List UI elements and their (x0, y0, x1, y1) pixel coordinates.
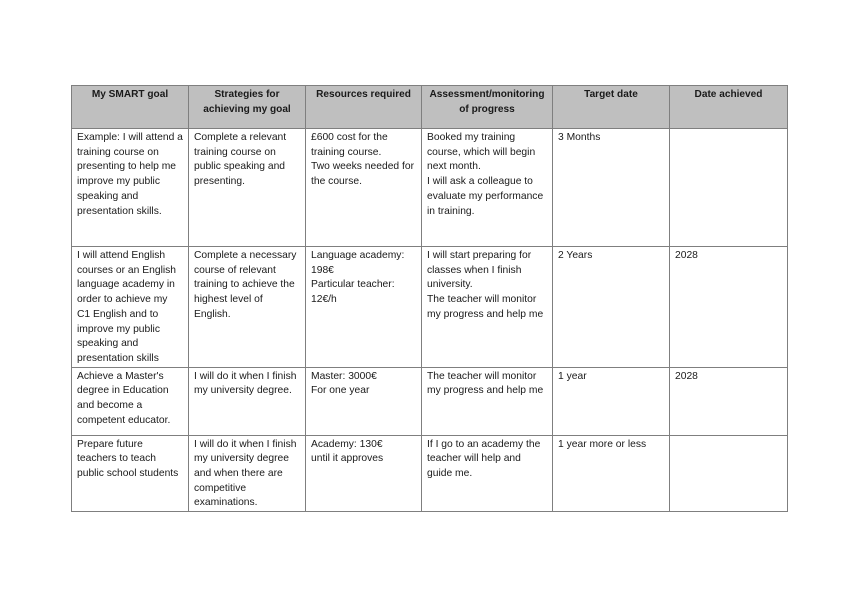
cell-date-achieved: 2028 (670, 247, 788, 368)
cell-strategies: Complete a relevant training course on public speaking and presenting. (189, 129, 306, 247)
cell-strategies: I will do it when I finish my university degree. (189, 367, 306, 435)
header-date-achieved: Date achieved (670, 86, 788, 129)
header-smart-goal: My SMART goal (72, 86, 189, 129)
cell-date-achieved (670, 129, 788, 247)
table-row (72, 435, 788, 512)
header-target-date: Target date (553, 86, 670, 129)
smart-goals-table (71, 85, 788, 512)
header-assessment: Assessment/monitoring of progress (422, 86, 553, 129)
cell-resources: £600 cost for the training course. Two weeks needed for the course. (306, 129, 422, 247)
cell-target-date: 1 year more or less (553, 435, 670, 512)
cell-smart-goal: Achieve a Master's degree in Education and become a competent educator. (72, 367, 189, 435)
cell-resources: Master: 3000€ For one year (306, 367, 422, 435)
cell-smart-goal: Example: I will attend a training course on presenting to help me improve my public speaking and presentation skills. (72, 129, 189, 247)
cell-smart-goal: I will attend English courses or an English language academy in order to achieve my C1 English and to improve my public speaking and presentation skills (72, 247, 189, 368)
cell-target-date: 2 Years (553, 247, 670, 368)
table-row (72, 247, 788, 368)
cell-assessment: The teacher will monitor my progress and help me (422, 367, 553, 435)
cell-assessment: Booked my training course, which will begin next month. I will ask a colleague to evaluate my performance in training. (422, 129, 553, 247)
table-row (72, 367, 788, 435)
cell-smart-goal: Prepare future teachers to teach public school students (72, 435, 189, 512)
table-row (72, 129, 788, 247)
header-resources: Resources required (306, 86, 422, 129)
cell-strategies: I will do it when I finish my university degree and when there are competitive examinations. (189, 435, 306, 512)
table-header-row (72, 86, 788, 129)
cell-assessment: If I go to an academy the teacher will help and guide me. (422, 435, 553, 512)
cell-target-date: 1 year (553, 367, 670, 435)
cell-resources: Academy: 130€ until it approves (306, 435, 422, 512)
cell-resources: Language academy: 198€ Particular teacher: 12€/h (306, 247, 422, 368)
cell-assessment: I will start preparing for classes when I finish university. The teacher will monitor my progress and help me (422, 247, 553, 368)
cell-strategies: Complete a necessary course of relevant training to achieve the highest level of English. (189, 247, 306, 368)
cell-date-achieved: 2028 (670, 367, 788, 435)
header-strategies: Strategies for achieving my goal (189, 86, 306, 129)
cell-target-date: 3 Months (553, 129, 670, 247)
cell-date-achieved (670, 435, 788, 512)
